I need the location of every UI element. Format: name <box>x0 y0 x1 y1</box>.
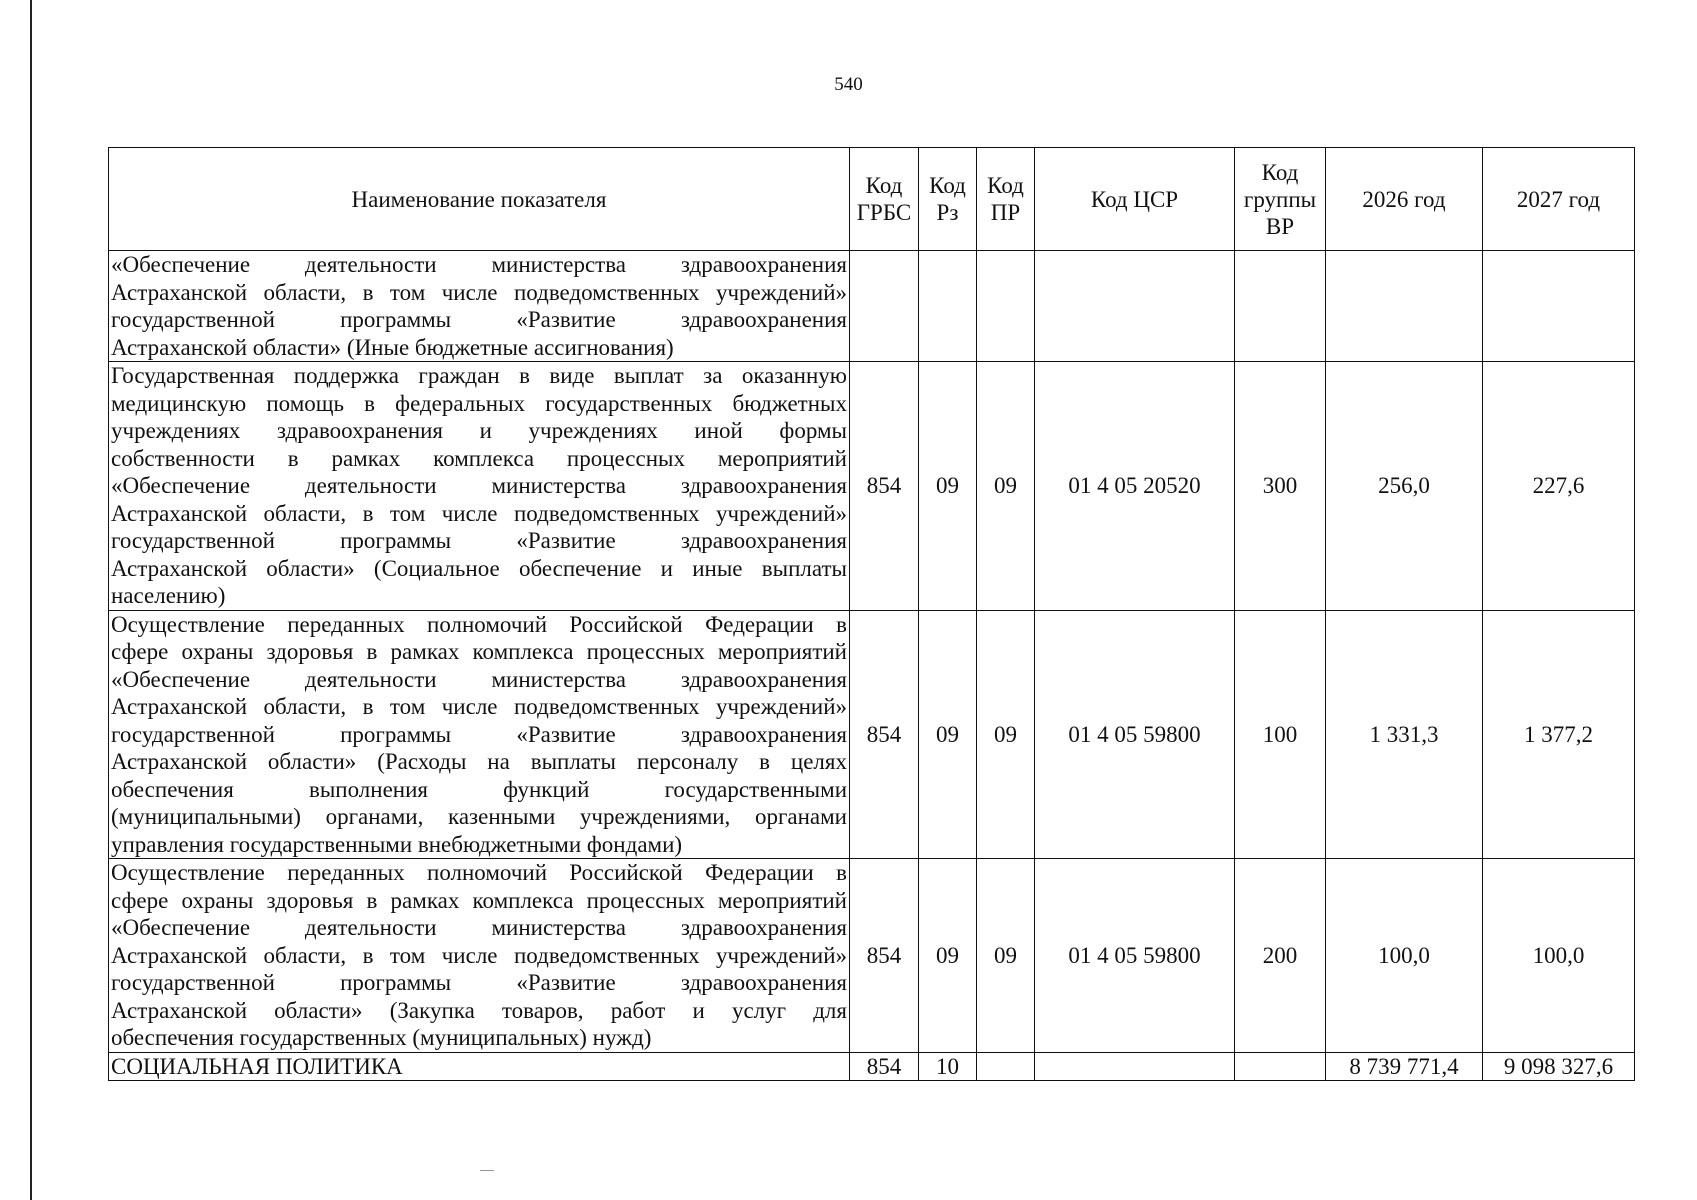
budget-table <box>108 147 1635 1081</box>
table-row <box>109 362 1635 611</box>
row-name-line: Астраханской области, в том числе подведомственных учреждений» <box>111 694 847 719</box>
row-vr <box>1235 251 1326 362</box>
header-vr: Код группы ВР <box>1235 148 1326 251</box>
row-pr <box>977 251 1035 362</box>
header-2026: 2026 год <box>1326 148 1483 251</box>
row-csr: 01 4 05 20520 <box>1035 362 1235 611</box>
row-y2027: 100,0 <box>1483 859 1635 1053</box>
row-csr: 01 4 05 59800 <box>1035 859 1235 1053</box>
total-2026: 8 739 771,4 <box>1326 1052 1483 1080</box>
total-2027: 9 098 327,6 <box>1483 1052 1635 1080</box>
row-name-line: сфере охраны здоровья в рамках комплекса процессных мероприятий <box>111 887 847 913</box>
row-name-line: Астраханской области, в том числе подведомственных учреждений» <box>111 942 847 968</box>
table-row <box>109 251 1635 362</box>
row-pr: 09 <box>977 362 1035 611</box>
row-name <box>109 859 850 1053</box>
row-name-line: учреждениях здравоохранения и учреждениях иной формы <box>111 418 847 443</box>
row-name-line: управления государственными внебюджетными фондами) <box>111 831 683 857</box>
row-csr: 01 4 05 59800 <box>1035 610 1235 859</box>
header-pr: Код ПР <box>977 148 1035 251</box>
total-grbs: 854 <box>850 1052 919 1080</box>
total-csr <box>1035 1052 1235 1080</box>
row-name-line: Астраханской области» (Иные бюджетные ассигнования) <box>111 334 674 360</box>
row-name-line: сфере охраны здоровья в рамках комплекса процессных мероприятий <box>111 639 847 664</box>
header-rz: Код Рз <box>919 148 977 251</box>
row-name <box>109 610 850 859</box>
row-name-line: Астраханской области, в том числе подведомственных учреждений» <box>111 500 847 526</box>
table-row <box>109 610 1635 859</box>
scan-artifact <box>480 1170 494 1171</box>
row-grbs: 854 <box>850 362 919 611</box>
row-name-line: населению) <box>111 583 226 608</box>
page-number: 540 <box>834 74 863 95</box>
table-header-row <box>109 148 1635 251</box>
row-name-line: медицинскую помощь в федеральных государственных бюджетных <box>111 390 847 416</box>
row-name-line: Осуществление переданных полномочий Российской Федерации в <box>111 860 847 885</box>
header-grbs: Код ГРБС <box>850 148 919 251</box>
row-csr <box>1035 251 1235 362</box>
header-2027: 2027 год <box>1483 148 1635 251</box>
row-rz: 09 <box>919 859 977 1053</box>
total-pr <box>977 1052 1035 1080</box>
row-y2026 <box>1326 251 1483 362</box>
row-name-line: Астраханской области» (Расходы на выплаты персоналу в целях <box>111 749 847 774</box>
row-name <box>109 362 850 611</box>
row-name-line: государственной программы «Развитие здравоохранения <box>111 528 847 553</box>
row-grbs <box>850 251 919 362</box>
table-row <box>109 859 1635 1053</box>
row-vr: 200 <box>1235 859 1326 1053</box>
row-grbs: 854 <box>850 610 919 859</box>
row-y2027 <box>1483 251 1635 362</box>
total-row <box>109 1052 1635 1080</box>
row-name-line: Астраханской области, в том числе подведомственных учреждений» <box>111 279 847 305</box>
row-name-line: обеспечения государственных (муниципальных) нужд) <box>111 1025 652 1050</box>
total-rz: 10 <box>919 1052 977 1080</box>
row-name-line: (муниципальными) органами, казенными учреждениями, органами <box>111 804 847 829</box>
row-name-line: собственности в рамках комплекса процессных мероприятий <box>111 445 847 471</box>
row-rz <box>919 251 977 362</box>
row-y2026: 100,0 <box>1326 859 1483 1053</box>
header-name: Наименование показателя <box>109 148 850 251</box>
row-y2026: 1 331,3 <box>1326 610 1483 859</box>
row-name-line: государственной программы «Развитие здравоохранения <box>111 721 847 747</box>
header-csr: Код ЦСР <box>1035 148 1235 251</box>
total-name: СОЦИАЛЬНАЯ ПОЛИТИКА <box>109 1052 850 1080</box>
row-name-line: государственной программы «Развитие здравоохранения <box>111 970 847 995</box>
total-vr <box>1235 1052 1326 1080</box>
row-name <box>109 251 850 362</box>
row-name-line: «Обеспечение деятельности министерства здравоохранения <box>111 473 847 498</box>
row-vr: 100 <box>1235 610 1326 859</box>
row-y2027: 1 377,2 <box>1483 610 1635 859</box>
row-name-line: государственной программы «Развитие здравоохранения <box>111 307 847 332</box>
row-name-line: Астраханской области» (Закупка товаров, работ и услуг для <box>111 997 847 1023</box>
row-name-line: Государственная поддержка граждан в виде выплат за оказанную <box>111 363 847 388</box>
row-y2027: 227,6 <box>1483 362 1635 611</box>
row-name-line: «Обеспечение деятельности министерства здравоохранения <box>111 915 847 940</box>
row-name-line: «Обеспечение деятельности министерства здравоохранения <box>111 666 847 692</box>
row-rz: 09 <box>919 362 977 611</box>
row-name-line: «Обеспечение деятельности министерства здравоохранения <box>111 252 847 277</box>
row-pr: 09 <box>977 859 1035 1053</box>
row-name-line: обеспечения выполнения функций государственными <box>111 776 847 802</box>
row-vr: 300 <box>1235 362 1326 611</box>
binding-line <box>30 0 32 1200</box>
row-name-line: Астраханской области» (Социальное обеспечение и иные выплаты <box>111 555 847 581</box>
row-rz: 09 <box>919 610 977 859</box>
row-grbs: 854 <box>850 859 919 1053</box>
row-y2026: 256,0 <box>1326 362 1483 611</box>
row-pr: 09 <box>977 610 1035 859</box>
row-name-line: Осуществление переданных полномочий Российской Федерации в <box>111 611 847 637</box>
